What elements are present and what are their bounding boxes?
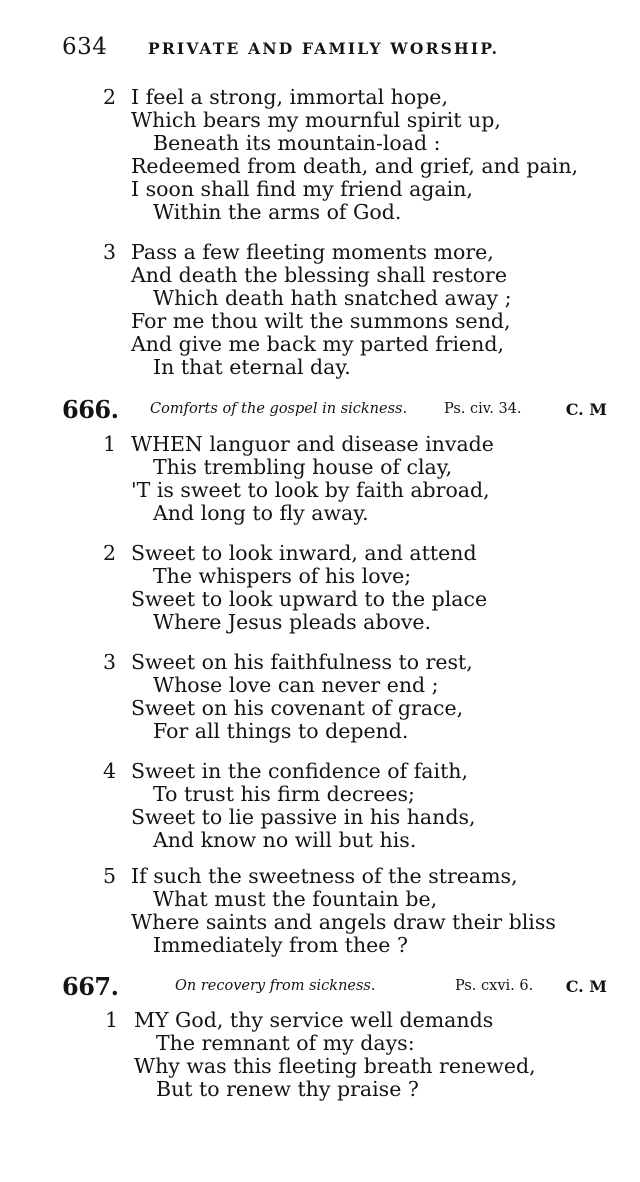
verse-line: I soon shall find my friend again, [131, 177, 473, 201]
hymn-number: 666. [62, 395, 119, 424]
verse-line: Which death hath snatched away ; [153, 286, 512, 310]
verse-line: The remnant of my days: [156, 1031, 415, 1055]
verse-line: Where Jesus pleads above. [153, 610, 432, 634]
verse-line: Sweet to look inward, and attend [131, 541, 477, 565]
hymn-meter: C. M [565, 400, 607, 419]
hymn-scripture: Ps. cxvi. 6. [455, 978, 534, 994]
hymn-scripture: Ps. civ. 34. [444, 401, 522, 417]
verse-line: In that eternal day. [153, 355, 351, 379]
stanza-number: 3 [102, 240, 116, 264]
verse-line: But to renew thy praise ? [156, 1077, 419, 1101]
verse-line: WHEN languor and disease invade [131, 432, 494, 456]
verse-line: Whose love can never end ; [153, 673, 439, 697]
verse-line: MY God, thy service well demands [134, 1008, 494, 1032]
hymn-title: Comforts of the gospel in sickness. [150, 401, 408, 417]
verse-line: Why was this fleeting breath renewed, [134, 1054, 536, 1078]
running-head-title: PRIVATE AND FAMILY WORSHIP. [148, 39, 500, 58]
stanza-number: 2 [102, 541, 116, 565]
verse-line: Sweet to lie passive in his hands, [131, 805, 476, 829]
stanza-number: 1 [102, 432, 116, 456]
verse-line: The whispers of his love; [153, 564, 412, 588]
verse-line: Where saints and angels draw their bliss [131, 910, 556, 934]
hymn-666-header [62, 395, 607, 425]
stanza-number: 5 [102, 864, 116, 888]
hymn-667-header [62, 972, 607, 1002]
verse-line: For me thou wilt the summons send, [131, 309, 511, 333]
verse-line: What must the fountain be, [153, 887, 438, 911]
verse-line: Within the arms of God. [153, 200, 402, 224]
verse-line: Pass a few fleeting moments more, [131, 240, 494, 264]
verse-line: I feel a strong, immortal hope, [131, 85, 448, 109]
verse-line: Sweet on his covenant of grace, [131, 696, 464, 720]
stanza-number: 4 [102, 759, 116, 783]
stanza-number: 2 [102, 85, 116, 109]
verse-line: Beneath its mountain-load : [153, 131, 441, 155]
verse-line: Sweet to look upward to the place [131, 587, 488, 611]
stanza-number: 1 [104, 1008, 118, 1032]
hymn-title: On recovery from sickness. [175, 978, 376, 994]
page-number: 634 [62, 34, 108, 60]
hymn-number: 667. [62, 972, 119, 1001]
verse-line: To trust his firm decrees; [153, 782, 415, 806]
stanza-number: 3 [102, 650, 116, 674]
hymn-meter: C. M [565, 977, 607, 996]
verse-line: If such the sweetness of the streams, [131, 864, 518, 888]
verse-line: Immediately from thee ? [153, 933, 408, 957]
verse-line: Redeemed from death, and grief, and pain, [131, 154, 579, 178]
verse-line: And death the blessing shall restore [131, 263, 507, 287]
running-head [62, 34, 602, 64]
verse-line: Which bears my mournful spirit up, [131, 108, 501, 132]
verse-line: And long to fly away. [153, 501, 369, 525]
verse-line: And know no will but his. [153, 828, 417, 852]
verse-line: And give me back my parted friend, [131, 332, 505, 356]
verse-line: Sweet in the confidence of faith, [131, 759, 469, 783]
verse-line: For all things to depend. [153, 719, 409, 743]
verse-line: 'T is sweet to look by faith abroad, [131, 478, 490, 502]
verse-line: This trembling house of clay, [153, 455, 453, 479]
verse-line: Sweet on his faithfulness to rest, [131, 650, 473, 674]
